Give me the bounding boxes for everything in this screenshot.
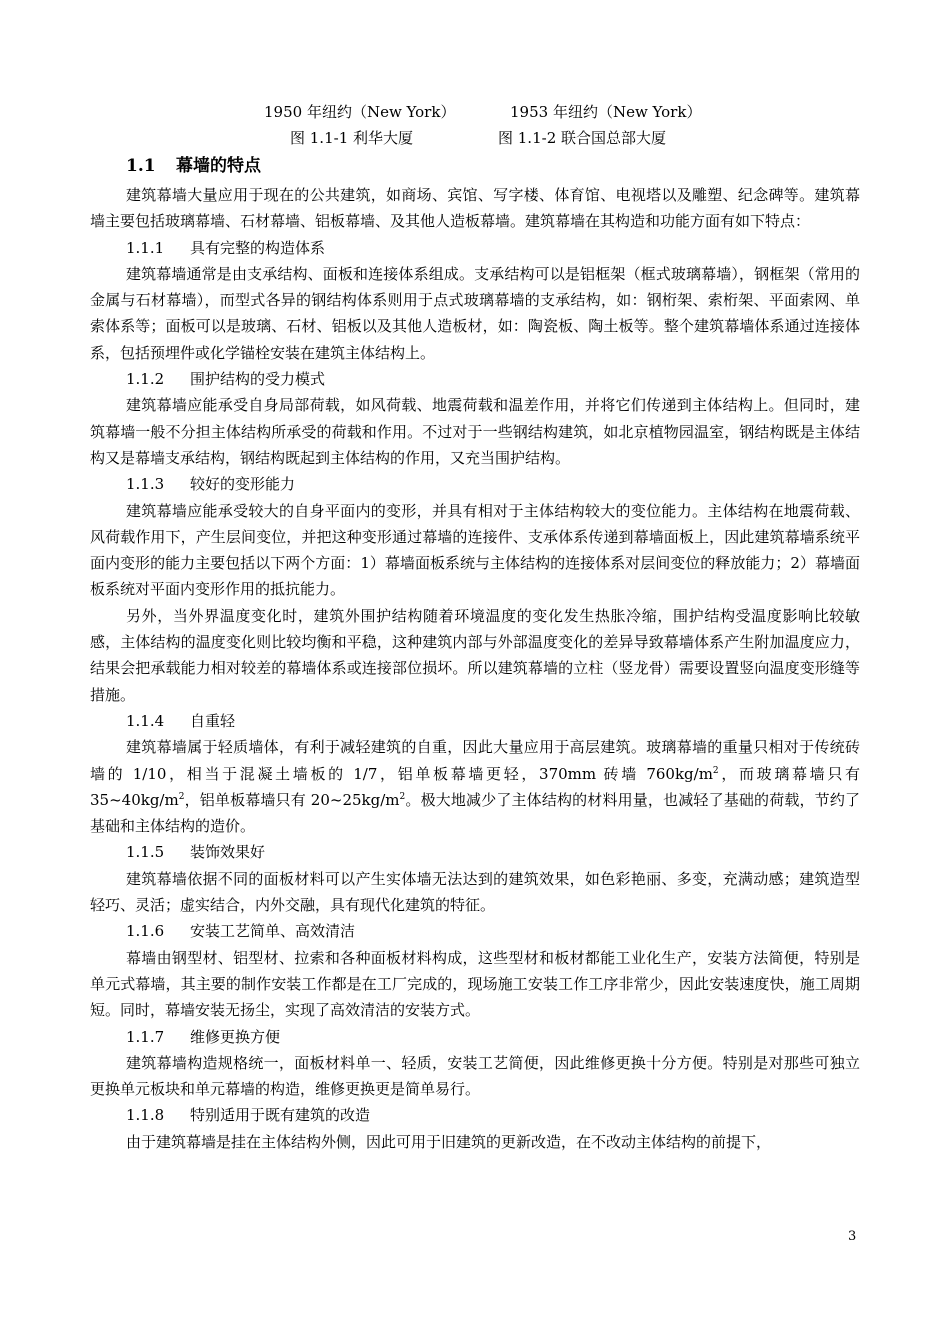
paragraph-1-1-3-a: 建筑幕墙应能承受较大的自身平面内的变形，并具有相对于主体结构较大的变位能力。主体结构在地震荷载、风荷载作用下，产生层间变位，并把这种变形通过幕墙的连接件、支承体系传递到幕墙面板上，因此建筑幕墙系统平面内变形的能力主要包括以下两个方面：1）幕墙面板系统与主体结构的连接体系对层间变位的释放能力；2）幕墙面板系统对平面内变形作用的抵抗能力。 [90,501,860,599]
subsection-heading-1-1-4: 1.1.4 自重轻 [126,711,236,730]
paragraph-1-1-6: 幕墙由钢型材、铝型材、拉索和各种面板材料构成，这些型材和板材都能工业化生产，安装方法简便，特别是单元式幕墙，其主要的制作安装工作都是在工厂完成的，现场施工安装工作工序非常少，因此安装速度快，施工周期短。同时，幕墙安装无扬尘，实现了高效清洁的安装方式。 [90,948,860,1020]
paragraph-1-1-7: 建筑幕墙构造规格统一，面板材料单一、轻质，安装工艺简便，因此维修更换十分方便。特别是对那些可独立更换单元板块和单元幕墙的构造，维修更换更是简单易行。 [90,1053,860,1099]
paragraph-1-1-1: 建筑幕墙通常是由支承结构、面板和连接体系组成。支承结构可以是铝框架（框式玻璃幕墙），钢框架（常用的金属与石材幕墙），而型式各异的钢结构体系则用于点式玻璃幕墙的支承结构，如：钢桁架、索桁架、平面索网、单索体系等；面板可以是玻璃、石材、铝板以及其他人造板材，如：陶瓷板、陶土板等。整个建筑幕墙体系通过连接体系，包括预埋件或化学锚栓安装在建筑主体结构上。 [90,264,860,362]
paragraph-1-1-5: 建筑幕墙依据不同的面板材料可以产生实体墙无法达到的建筑效果，如色彩艳丽、多变，充满动感；建筑造型轻巧、灵活；虚实结合，内外交融，具有现代化建筑的特征。 [90,869,860,915]
subsection-heading-1-1-8: 1.1.8 特别适用于既有建筑的改造 [126,1106,371,1125]
left-figure-year: 1950 年纽约（New York） [264,103,456,121]
section-heading [126,153,261,179]
intro-paragraph: 建筑幕墙大量应用于现在的公共建筑，如商场、宾馆、写字楼、体育馆、电视塔以及雕塑、纪念碑等。建筑幕墙主要包括玻璃幕墙、石材幕墙、铝板幕墙、及其他人造板幕墙。建筑幕墙在其构造和功能方面有如下特点： [90,186,860,231]
right-figure-caption: 图 1.1-2 联合国总部大厦 [498,129,667,147]
subsection-heading-1-1-5: 1.1.5 装饰效果好 [126,843,266,862]
subsection-heading-1-1-7: 1.1.7 维修更换方便 [126,1027,281,1046]
document-body [90,182,860,1155]
figure-caption-row-years [0,100,950,124]
left-figure-caption: 图 1.1-1 利华大厦 [290,129,414,147]
right-figure-year: 1953 年纽约（New York） [510,103,702,121]
subsection-heading-1-1-2: 1.1.2 围护结构的受力模式 [126,370,326,389]
paragraph-1-1-3-b: 另外，当外界温度变化时，建筑外围护结构随着环境温度的变化发生热胀冷缩，围护结构受温度影响比较敏感，主体结构的温度变化则比较均衡和平稳，这种建筑内部与外部温度变化的差异导致幕墙体系产生附加温度应力，结果会把承载能力相对较差的幕墙体系或连接部位损坏。所以建筑幕墙的立柱（竖龙骨）需要设置竖向温度变形缝等措施。 [90,606,860,704]
page-number: 3 [848,1229,857,1244]
figure-caption-row-titles [0,126,950,150]
section-number: 1.1 [126,156,156,176]
section-title: 幕墙的特点 [176,156,261,176]
paragraph-1-1-8: 由于建筑幕墙是挂在主体结构外侧，因此可用于旧建筑的更新改造，在不改动主体结构的前提下， [126,1132,772,1151]
subsection-heading-1-1-3: 1.1.3 较好的变形能力 [126,475,296,494]
subsection-heading-1-1-1: 1.1.1 具有完整的构造体系 [126,238,326,257]
paragraph-1-1-4: 建筑幕墙属于轻质墙体，有利于减轻建筑的自重，因此大量应用于高层建筑。玻璃幕墙的重量只相对于传统砖墙的 1/10，相当于混凝土墙板的 1/7，铝单板幕墙更轻，370mm 砖墙 $760kg/m^2$，而玻璃幕墙只有 $35\sim 40kg/m^2$，铝单板幕墙只有 $20\sim 25kg/m^2$。极大地减少了主体结构的材料用量，也减轻了基础的荷载，节约了基础和主体结构的造价。 [90,738,860,836]
paragraph-1-1-2: 建筑幕墙应能承受自身局部荷载，如风荷载、地震荷载和温差作用，并将它们传递到主体结构上。但同时，建筑幕墙一般不分担主体结构所承受的荷载和作用。不过对于一些钢结构建筑，如北京植物园温室，钢结构既是主体结构又是幕墙支承结构，钢结构既起到主体结构的作用，又充当围护结构。 [90,396,860,467]
subsection-heading-1-1-6: 1.1.6 安装工艺简单、高效清洁 [126,922,356,941]
